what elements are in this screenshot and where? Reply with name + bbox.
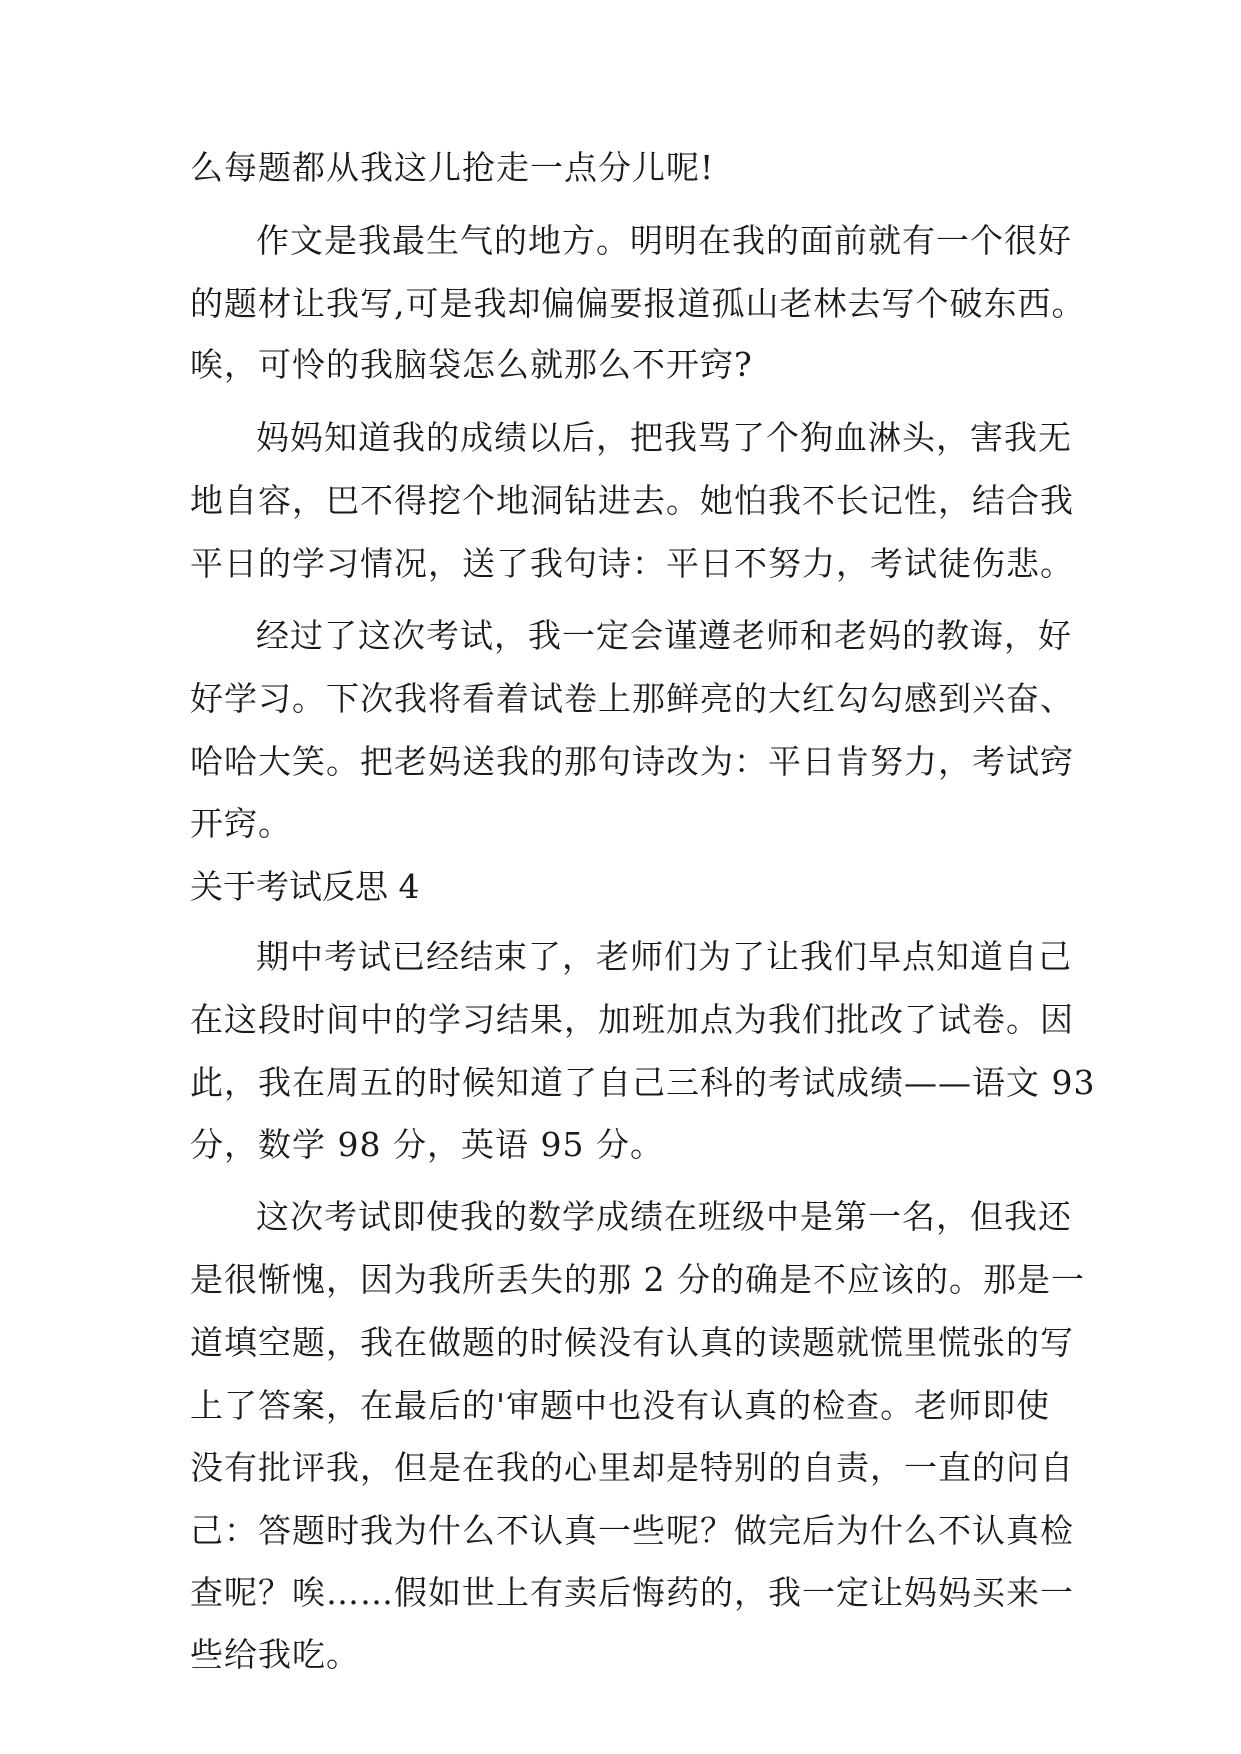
text-line: 开窍。: [190, 804, 292, 843]
text-line: 道填空题，我在做题的时候没有认真的读题就慌里慌张的写: [190, 1323, 1074, 1362]
text-line: 些给我吃。: [190, 1635, 360, 1674]
text-line: 没有批评我，但是在我的心里却是特别的自责，一直的问自: [190, 1448, 1074, 1487]
text-line: 己：答题时我为什么不认真一些呢？做完后为什么不认真检: [190, 1511, 1074, 1550]
text-line: 是很惭愧，因为我所丢失的那 2 分的确是不应该的。那是一: [190, 1260, 1085, 1299]
text-line: 好学习。下次我将看着试卷上那鲜亮的大红勾勾感到兴奋、: [190, 679, 1074, 718]
text-line: 哈哈大笑。把老妈送我的那句诗改为：平日肯努力，考试窍: [190, 742, 1074, 781]
paragraph-start-line: 作文是我最生气的地方。明明在我的面前就有一个很好: [256, 221, 1072, 260]
text-line: 的题材让我写,可是我却偏偏要报道孤山老林去写个破东西。: [190, 284, 1086, 323]
section-heading: 关于考试反思 4: [190, 867, 420, 906]
paragraph-start-line: 这次考试即使我的数学成绩在班级中是第一名，但我还: [256, 1197, 1072, 1236]
text-line: 此，我在周五的时候知道了自己三科的考试成绩——语文 93: [190, 1063, 1096, 1102]
paragraph-start-line: 经过了这次考试，我一定会谨遵老师和老妈的教诲，好: [256, 616, 1072, 655]
text-line: 分，数学 98 分，英语 95 分。: [190, 1125, 664, 1164]
text-line: 上了答案，在最后的'审题中也没有认真的检查。老师即使: [190, 1386, 1051, 1425]
paragraph-start-line: 期中考试已经结束了，老师们为了让我们早点知道自己: [256, 937, 1072, 976]
text-line: 唉，可怜的我脑袋怎么就那么不开窍?: [190, 345, 753, 384]
text-line: 查呢？唉……假如世上有卖后悔药的，我一定让妈妈买来一: [190, 1573, 1074, 1612]
text-line: 在这段时间中的学习结果，加班加点为我们批改了试卷。因: [190, 1000, 1074, 1039]
text-line: 平日的学习情况，送了我句诗：平日不努力，考试徒伤悲。: [190, 544, 1074, 583]
paragraph-start-line: 妈妈知道我的成绩以后，把我骂了个狗血淋头，害我无: [256, 418, 1072, 457]
text-line: 地自容，巴不得挖个地洞钻进去。她怕我不长记性，结合我: [190, 481, 1074, 520]
text-line: 么每题都从我这儿抢走一点分儿呢!: [190, 148, 715, 187]
